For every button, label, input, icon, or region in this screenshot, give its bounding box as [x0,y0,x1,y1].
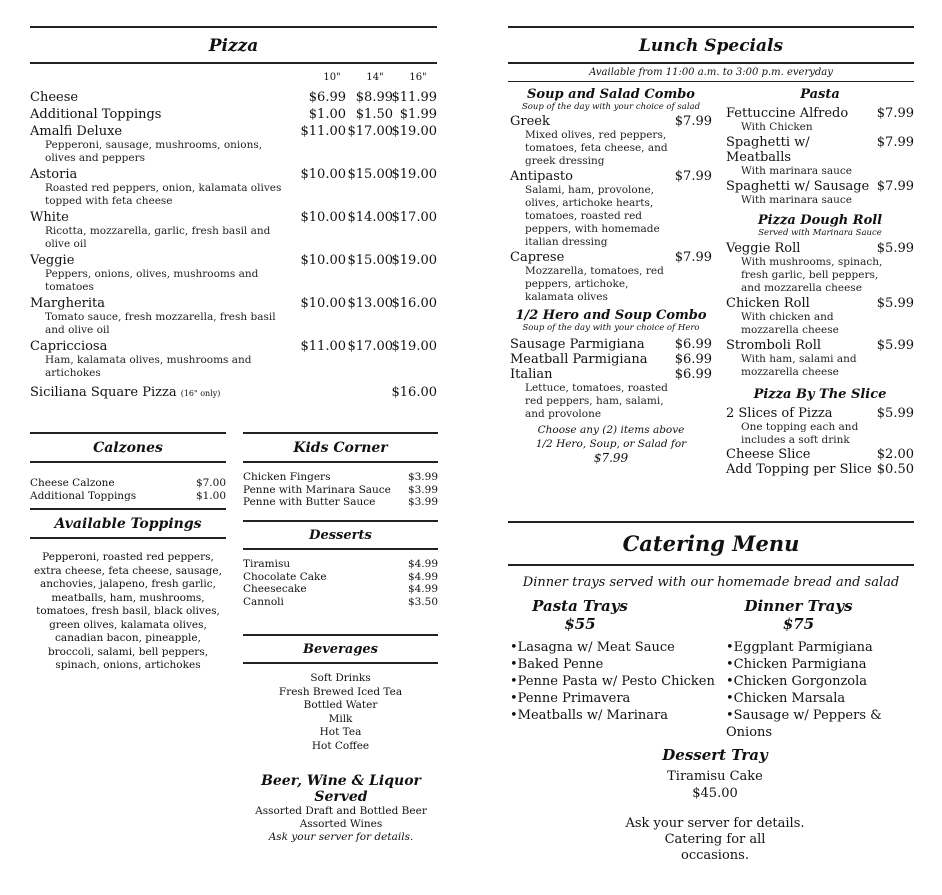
item-price: $1.00 [195,489,226,502]
pizza-item-price: $10.00 [300,253,346,268]
pizza-item [30,339,437,380]
pizza-item [30,90,437,105]
toppings-text: Pepperoni, roasted red peppers, extra cheese, feta cheese, sausage, anchovies, jalapeno, fresh garlic, meatballs, ham, mushrooms, tomatoes, fresh basil, black olives, green olives, kalamata olives, canadian bacon, pineapple, broccoli, salami, bell peppers, spinach, onions, artichokes [34,551,222,671]
list-item-row [510,169,712,184]
list-item-row [726,462,914,477]
item-price: $7.99 [876,179,914,194]
item-desc: With Chicken [741,121,813,133]
item-price: $3.99 [407,496,438,508]
list-item-row [243,496,438,509]
list-item-row [726,135,914,165]
item-name: Fettuccine Alfredo [726,106,849,121]
pizza-item-desc: Roasted red peppers, onion, kalamata olives topped with feta cheese [45,182,282,207]
pizza-item-price: $10.00 [300,296,346,311]
hero-title: 1/2 Hero and Soup Combo [515,308,707,323]
list-item-row [510,250,712,265]
list-item [243,484,438,497]
catering-note-1: Ask your server for details. [625,816,805,831]
list-item [726,462,914,477]
item-name: Spaghetti w/ Sausage [726,179,870,194]
pasta-trays-price: $55 [564,615,596,633]
item-price: $2.00 [876,447,914,462]
bullet-icon: • [510,640,518,655]
lunch-section [508,26,914,82]
tray-item [510,639,720,656]
item-name: Additional Toppings [30,489,137,502]
pizza-item-price: $13.00 [347,296,393,311]
hero-list [510,337,712,421]
bullet-icon: • [726,640,734,655]
pizza-item-name: Cheese [30,90,79,105]
item-price: $7.99 [674,250,712,265]
item-price: $7.99 [876,135,914,150]
catering-title: Catering Menu [622,531,800,556]
catering-note-2: Catering for all [664,832,766,847]
pizza-item-price: $11.99 [391,90,437,105]
pizza-item-desc: Peppers, onions, olives, mushrooms and tomatoes [45,268,259,293]
pizza-item-price: $10.00 [300,167,346,182]
item-name: Sausage Parmigiana [510,337,645,352]
item-name: Penne with Marinara Sauce [243,483,391,496]
pizza-item-price: $19.00 [391,124,437,139]
toppings-section [30,508,226,673]
item-price: $6.99 [674,337,712,352]
pizza-item [30,253,437,294]
item-price: $4.99 [407,570,438,583]
item-name: 2 Slices of Pizza [726,406,833,421]
pizza-item-price: $15.00 [347,253,393,268]
pizza-item-price: $14.00 [347,210,393,225]
list-item [243,558,438,571]
pizza-item-price: $6.99 [308,90,346,105]
pizza-item-name: Capricciosa [30,339,108,354]
item-name: Antipasto [510,169,573,184]
tray-item-label: Eggplant Parmigiana [733,640,873,655]
pizza-item-price: $19.00 [391,167,437,182]
item-name: Chocolate Cake [243,570,327,583]
item-price: $3.99 [407,471,438,483]
item-name: Cannoli [243,595,284,608]
slice-list [726,406,914,477]
list-item-row [30,490,226,503]
tray-item [726,639,931,656]
beverages-title: Beverages [302,642,379,657]
list-item-row [726,179,914,194]
beverage-item: Hot Tea [319,726,362,738]
soup-salad-subtitle: Soup of the day with your choice of salad [521,102,701,112]
pasta-title: Pasta [800,87,840,102]
pizza-item-price: $17.00 [391,210,437,225]
beer-line-2: Assorted Wines [299,818,383,830]
pizza-item-price: $17.00 [347,124,393,139]
item-price: $5.99 [876,296,914,311]
calzone-list [30,477,226,502]
pizza-item-name: Veggie [30,253,75,268]
pizza-item-price: $11.00 [300,339,346,354]
pizza-item-price: $8.99 [355,90,393,105]
siciliana-note: (16" only) [180,389,221,398]
bullet-icon: • [726,657,734,672]
item-desc: With marinara sauce [741,165,853,177]
list-item [243,496,438,509]
tray-item [726,656,931,673]
item-desc: Salami, ham, provolone, olives, artichoke hearts, tomatoes, roasted red peppers, with homemade italian dressing [525,184,660,248]
dinner-trays [726,597,931,741]
lunch-title: Lunch Specials [638,36,784,56]
list-item [30,490,226,503]
list-item [510,352,712,367]
bullet-icon: • [726,691,734,706]
list-item-row [510,114,712,129]
beer-section [236,773,446,844]
list-item-row [726,296,914,311]
pizza-item-price: $15.00 [347,167,393,182]
siciliana-name: Siciliana Square Pizza [30,385,177,400]
pizza-item-desc: Tomato sauce, fresh mozzarella, fresh basil and olive oil [45,311,276,336]
item-price: $3.99 [407,483,438,496]
list-item-row [510,352,712,367]
pizza-item-name: Astoria [30,167,78,182]
beer-line-3: Ask your server for details. [268,831,414,843]
pizza-item-price: $1.99 [399,107,437,122]
list-item [30,477,226,490]
pizza-section [30,26,437,401]
list-item-row [243,558,438,571]
item-desc: With ham, salami and mozzarella cheese [741,353,857,378]
dough-list [726,241,914,379]
size-16: 16" [409,72,427,83]
dough-subtitle: Served with Marinara Sauce [758,228,882,238]
lunch-right-column [726,87,914,477]
item-name: Spaghetti w/ Meatballs [726,135,810,165]
list-item-row [726,106,914,121]
tray-item-label: Baked Penne [517,657,604,672]
bullet-icon: • [510,691,518,706]
list-item [510,250,712,304]
kids-list [243,471,438,509]
beverage-item: Soft Drinks [310,672,371,684]
item-price: $6.99 [674,352,712,367]
tray-item-label: Chicken Marsala [733,691,846,706]
item-price: $7.99 [674,169,712,184]
item-desc: With marinara sauce [741,194,853,206]
catering-note-3: occasions. [681,848,749,863]
item-name: Add Topping per Slice [726,462,872,477]
dinner-trays-price: $75 [782,615,815,633]
pizza-item-price: $19.00 [391,339,437,354]
beer-line-1: Assorted Draft and Bottled Beer [255,805,427,817]
list-item [510,337,712,352]
list-item-row [726,406,914,421]
list-item [726,406,914,447]
beverages-list [243,672,438,753]
siciliana-price: $16.00 [391,385,437,400]
pizza-item-price: $1.00 [308,107,346,122]
item-price: $4.99 [407,583,438,595]
item-desc: Mixed olives, red peppers, tomatoes, feta cheese, and greek dressing [525,129,668,167]
list-item [726,135,914,178]
pasta-trays-title: Pasta Trays [532,597,628,615]
beer-title: Beer, Wine & Liquor Served [261,773,421,805]
item-desc: Mozzarella, tomatoes, red peppers, artichoke, kalamata olives [525,265,664,303]
item-name: Tiramisu [243,558,291,570]
pizza-item-desc: Ricotta, mozzarella, garlic, fresh basil and olive oil [45,225,271,250]
list-item-row [30,477,226,490]
pizza-item [30,107,437,122]
pizza-item-price: $10.00 [300,210,346,225]
bullet-icon: • [510,674,518,689]
item-desc: One topping each and includes a soft drink [741,421,859,446]
beverage-item: Bottled Water [303,699,378,711]
item-name: Cheese Calzone [30,477,115,489]
desserts-list [243,558,438,608]
pizza-item-price: $16.00 [391,296,437,311]
list-item-row [243,571,438,584]
tray-item-label: Meatballs w/ Marinara [517,708,669,723]
item-name: Chicken Fingers [243,471,331,483]
list-item-row [243,596,438,609]
list-item [726,179,914,207]
list-item [243,471,438,484]
list-item-row [510,337,712,352]
item-price: $7.99 [674,114,712,129]
item-name: Chicken Roll [726,296,810,311]
pizza-item [30,124,437,165]
pizza-item-name: White [30,210,69,225]
pizza-title: Pizza [208,36,259,56]
list-item-row [726,241,914,256]
pizza-item-name: Additional Toppings [30,107,162,122]
list-item [510,114,712,168]
pasta-list [726,106,914,207]
item-price: $3.50 [407,595,438,608]
tray-item-label: Penne Pasta w/ Pesto Chicken [517,674,715,689]
list-item [726,241,914,295]
dessert-tray [600,746,830,864]
item-price: $5.99 [876,241,914,256]
pizza-item-name: Margherita [30,296,106,311]
tray-item [726,690,931,707]
item-name: Caprese [510,250,565,265]
tray-item-label: Penne Primavera [517,691,631,706]
item-desc: With chicken and mozzarella cheese [741,311,839,336]
list-item [243,583,438,596]
calzones-title: Calzones [93,440,163,456]
item-name: Veggie Roll [726,241,801,256]
dessert-tray-title: Dessert Tray [662,746,768,764]
hero-subtitle: Soup of the day with your choice of Hero [522,323,700,333]
bullet-icon: • [726,674,734,689]
tray-item [510,690,720,707]
beverage-item: Hot Coffee [311,739,370,752]
item-desc: With mushrooms, spinach, fresh garlic, bell peppers, and mozzarella cheese [741,256,883,294]
tray-item-label: Sausage w/ Peppers & Onions [726,708,882,740]
pizza-item-desc: Pepperoni, sausage, mushrooms, onions, olives and peppers [45,139,263,164]
item-price: $0.50 [876,462,914,477]
tray-item [510,656,720,673]
item-name: Cheese Slice [726,447,811,462]
pizza-item [30,167,437,208]
size-14: 14" [366,72,384,83]
list-item [726,447,914,462]
tray-item [510,707,720,724]
bullet-icon: • [510,657,518,672]
pizza-item [30,296,437,337]
kids-title: Kids Corner [293,440,388,456]
pasta-trays [510,597,720,724]
item-desc: Lettuce, tomatoes, roasted red peppers, ham, salami, and provolone [525,382,668,420]
list-item [243,596,438,609]
tray-item [726,673,931,690]
dinner-trays-list [726,639,931,741]
tray-item-label: Chicken Parmigiana [733,657,867,672]
list-item-row [243,484,438,497]
list-item-row [726,447,914,462]
item-price: $5.99 [876,338,914,353]
siciliana-row [30,385,437,401]
item-price: $5.99 [876,406,914,421]
dessert-tray-price: $45.00 [692,786,738,801]
soup-salad-list [510,114,712,304]
lunch-available: Available from 11:00 a.m. to 3:00 p.m. everyday [589,67,833,78]
dough-title: Pizza Dough Roll [757,213,883,228]
list-item-row [243,471,438,484]
bullet-icon: • [510,708,518,723]
pizza-item [30,210,437,251]
item-price: $4.99 [407,558,438,570]
item-name: Stromboli Roll [726,338,822,353]
slice-title: Pizza By The Slice [753,387,887,402]
hero-choose-1: Choose any (2) items above [537,424,685,436]
tray-item [726,707,931,741]
pizza-item-desc: Ham, kalamata olives, mushrooms and artichokes [45,354,252,379]
item-name: Italian [510,367,553,382]
catering-section [508,521,914,590]
calzones-section [30,432,226,502]
list-item [243,571,438,584]
item-price: $7.00 [195,477,226,489]
list-item-row [510,367,712,382]
dessert-tray-item: Tiramisu Cake [667,769,763,784]
tray-item [510,673,720,690]
beverages-section [243,634,438,753]
list-item [726,296,914,337]
pizza-item-price: $17.00 [347,339,393,354]
beverage-item: Fresh Brewed Iced Tea [278,685,403,698]
catering-subtitle: Dinner trays served with our homemade bread and salad [522,575,900,590]
item-name: Meatball Parmigiana [510,352,648,367]
list-item-row [243,583,438,596]
tray-item-label: Lasagna w/ Meat Sauce [517,640,675,655]
hero-choose-2: 1/2 Hero, Soup, or Salad for [535,438,687,450]
tray-item-label: Chicken Gorgonzola [733,674,868,689]
item-price: $6.99 [674,367,712,382]
item-price: $7.99 [876,106,914,121]
pizza-size-header [30,72,437,90]
kids-section [243,432,438,509]
pizza-item-price: $1.50 [355,107,393,122]
bullet-icon: • [726,708,734,723]
item-name: Penne with Butter Sauce [243,496,376,508]
desserts-section [243,520,438,608]
toppings-title: Available Toppings [54,516,202,532]
hero-choose-price: $7.99 [593,451,629,465]
list-item [726,106,914,134]
list-item [726,338,914,379]
soup-salad-title: Soup and Salad Combo [527,87,695,102]
size-10: 10" [323,72,341,83]
dinner-trays-title: Dinner Trays [744,597,853,615]
pizza-item-price: $19.00 [391,253,437,268]
list-item [510,169,712,249]
item-name: Cheesecake [243,583,307,595]
pasta-trays-list [510,639,720,724]
list-item-row [726,338,914,353]
list-item [510,367,712,421]
beverage-item: Milk [328,712,353,725]
item-name: Greek [510,114,550,129]
pizza-list [30,90,437,380]
lunch-left-column [510,87,712,466]
pizza-item-name: Amalfi Deluxe [30,124,123,139]
desserts-title: Desserts [309,528,372,543]
pizza-item-price: $11.00 [300,124,346,139]
